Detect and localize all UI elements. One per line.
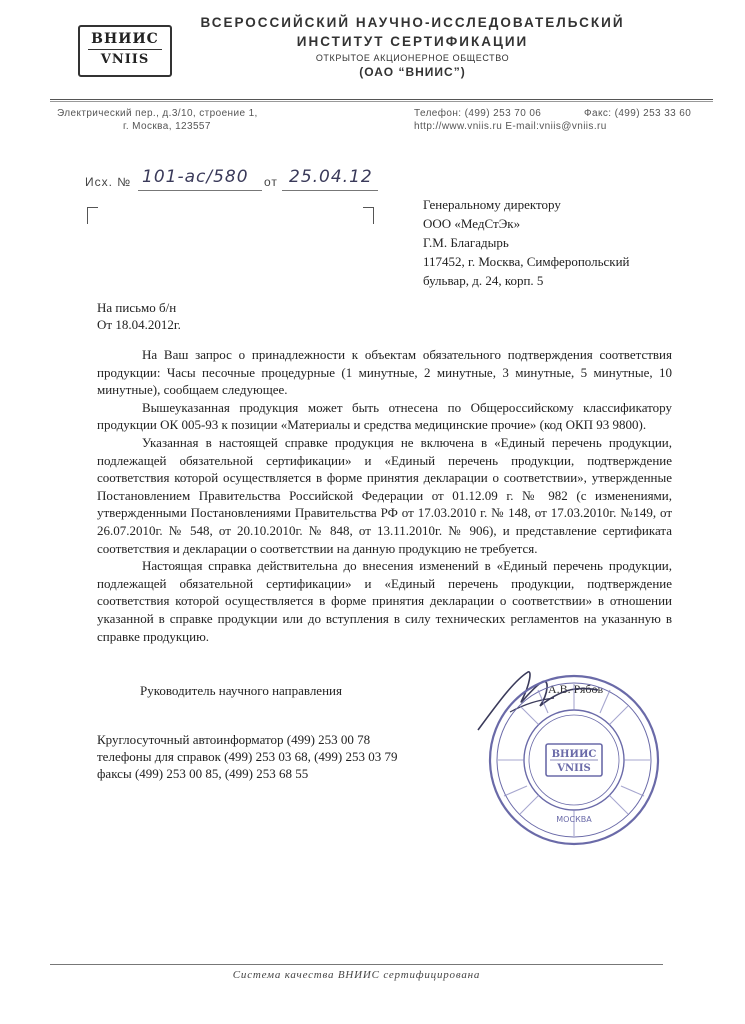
header-divider-secondary — [50, 101, 713, 102]
org-type: ОТКРЫТОЕ АКЦИОНЕРНОЕ ОБЩЕСТВО — [315, 53, 510, 63]
header-divider — [50, 99, 713, 100]
address-web-email: http://www.vniis.ru E-mail:vniis@vniis.ru — [414, 121, 607, 132]
org-name-line2: ИНСТИТУТ СЕРТИФИКАЦИИ — [296, 34, 529, 49]
address-fax: Факс: (499) 253 33 60 — [584, 108, 692, 119]
in-reply-line1: На письмо б/н — [97, 300, 177, 315]
recipient-line: 117452, г. Москва, Симферопольский — [423, 254, 630, 269]
outgoing-date-handwritten: 25.04.12 — [289, 167, 373, 187]
signatory-title: Руководитель научного направления — [140, 683, 342, 698]
outgoing-number-label: Исх. № — [85, 175, 132, 189]
address-window-corner-left — [87, 207, 98, 224]
logo-line-cyrillic: ВНИИС — [91, 31, 159, 47]
vniis-logo — [78, 25, 172, 77]
outgoing-date-label: от — [264, 175, 278, 189]
contacts-block — [97, 731, 398, 782]
recipient-line: бульвар, д. 24, корп. 5 — [423, 273, 544, 288]
number-underline — [138, 190, 262, 191]
org-name-line1: ВСЕРОССИЙСКИЙ НАУЧНО-ИССЛЕДОВАТЕЛЬСКИЙ — [200, 15, 625, 30]
outgoing-number-handwritten: 101-ас/580 — [142, 167, 249, 187]
body-paragraph: Настоящая справка действительна до внесения изменений в «Единый перечень продукции, подлежащей обязательной сертификации» и «Единый перечень продукции, подтверждение соответствия которой осуществляется в форме принятия декларации о соответствии» в отношении указанной в справке продукции или до вступления в силу технических регламентов на указанную в справке продукцию. — [97, 558, 672, 644]
official-round-stamp — [486, 672, 662, 848]
footer-divider — [50, 964, 663, 965]
stamp-center-cyrillic: ВНИИС — [551, 749, 597, 760]
contacts-line3: факсы (499) 253 00 85, (499) 253 68 55 — [97, 766, 309, 781]
recipient-line: ООО «МедСтЭк» — [423, 216, 521, 231]
recipient-line: Г.М. Благадырь — [423, 235, 509, 250]
address-phone: Телефон: (499) 253 70 06 — [414, 108, 542, 119]
footer-quality-note: Система качества ВНИИС сертифицирована — [232, 969, 481, 981]
in-reply-line2: От 18.04.2012г. — [97, 317, 181, 332]
recipient-block — [423, 195, 723, 290]
body-paragraph: Указанная в настоящей справке продукция не включена в «Единый перечень продукции, подлежащей обязательной сертификации» и «Единый перечень продукции, подтверждение соответствия которой осуществляется в форме принятия декларации о соответствии», утвержденные Постановлением Правительства Российской Федерации от 01.12.09 г. № 982 (с изменениями, утвержденными Постановлениями Правительства РФ от 17.03.2010 г. № 148, от 17.03.2010г. №149, от 26.07.2010г. № 548, от 20.10.2010г. № 848, от 13.11.2010г. № 906), и представление сертификата соответствия и декларации о соответствии на данную продукцию не требуется. — [97, 434, 672, 556]
signatory-name: А.В. Рябов — [548, 682, 604, 696]
stamp-center-latin: VNIIS — [557, 763, 591, 774]
date-underline — [282, 190, 378, 191]
org-abbrev: (ОАО “ВНИИС”) — [359, 65, 466, 79]
body-paragraph: Вышеуказанная продукция может быть отнесена по Общероссийскому классификатору продукции ОК 005-93 к позиции «Материалы и средства медицинские прочие» (код ОКП 93 9800). — [97, 399, 672, 433]
logo-line-latin: VNIIS — [100, 52, 150, 67]
contacts-line1: Круглосуточный автоинформатор (499) 253 00 78 — [97, 732, 371, 747]
in-reply-block — [97, 299, 181, 333]
address-window-corner-right — [363, 207, 374, 224]
stamp-city: МОСКВА — [556, 815, 592, 824]
letter-body — [97, 346, 672, 645]
logo-divider — [88, 49, 162, 50]
body-paragraph: На Ваш запрос о принадлежности к объектам обязательного подтверждения соответствия продукции: Часы песочные процедурные (1 минутные, 2 минутные, 3 минутные, 5 минутные, 10 минутные), сообщаем следующее. — [97, 347, 672, 398]
contacts-line2: телефоны для справок (499) 253 03 68, (499) 253 03 79 — [97, 749, 398, 764]
address-line1: Электрический пер., д.3/10, строение 1, — [57, 108, 258, 119]
recipient-line: Генеральному директору — [423, 197, 561, 212]
address-line2: г. Москва, 123557 — [123, 121, 211, 132]
